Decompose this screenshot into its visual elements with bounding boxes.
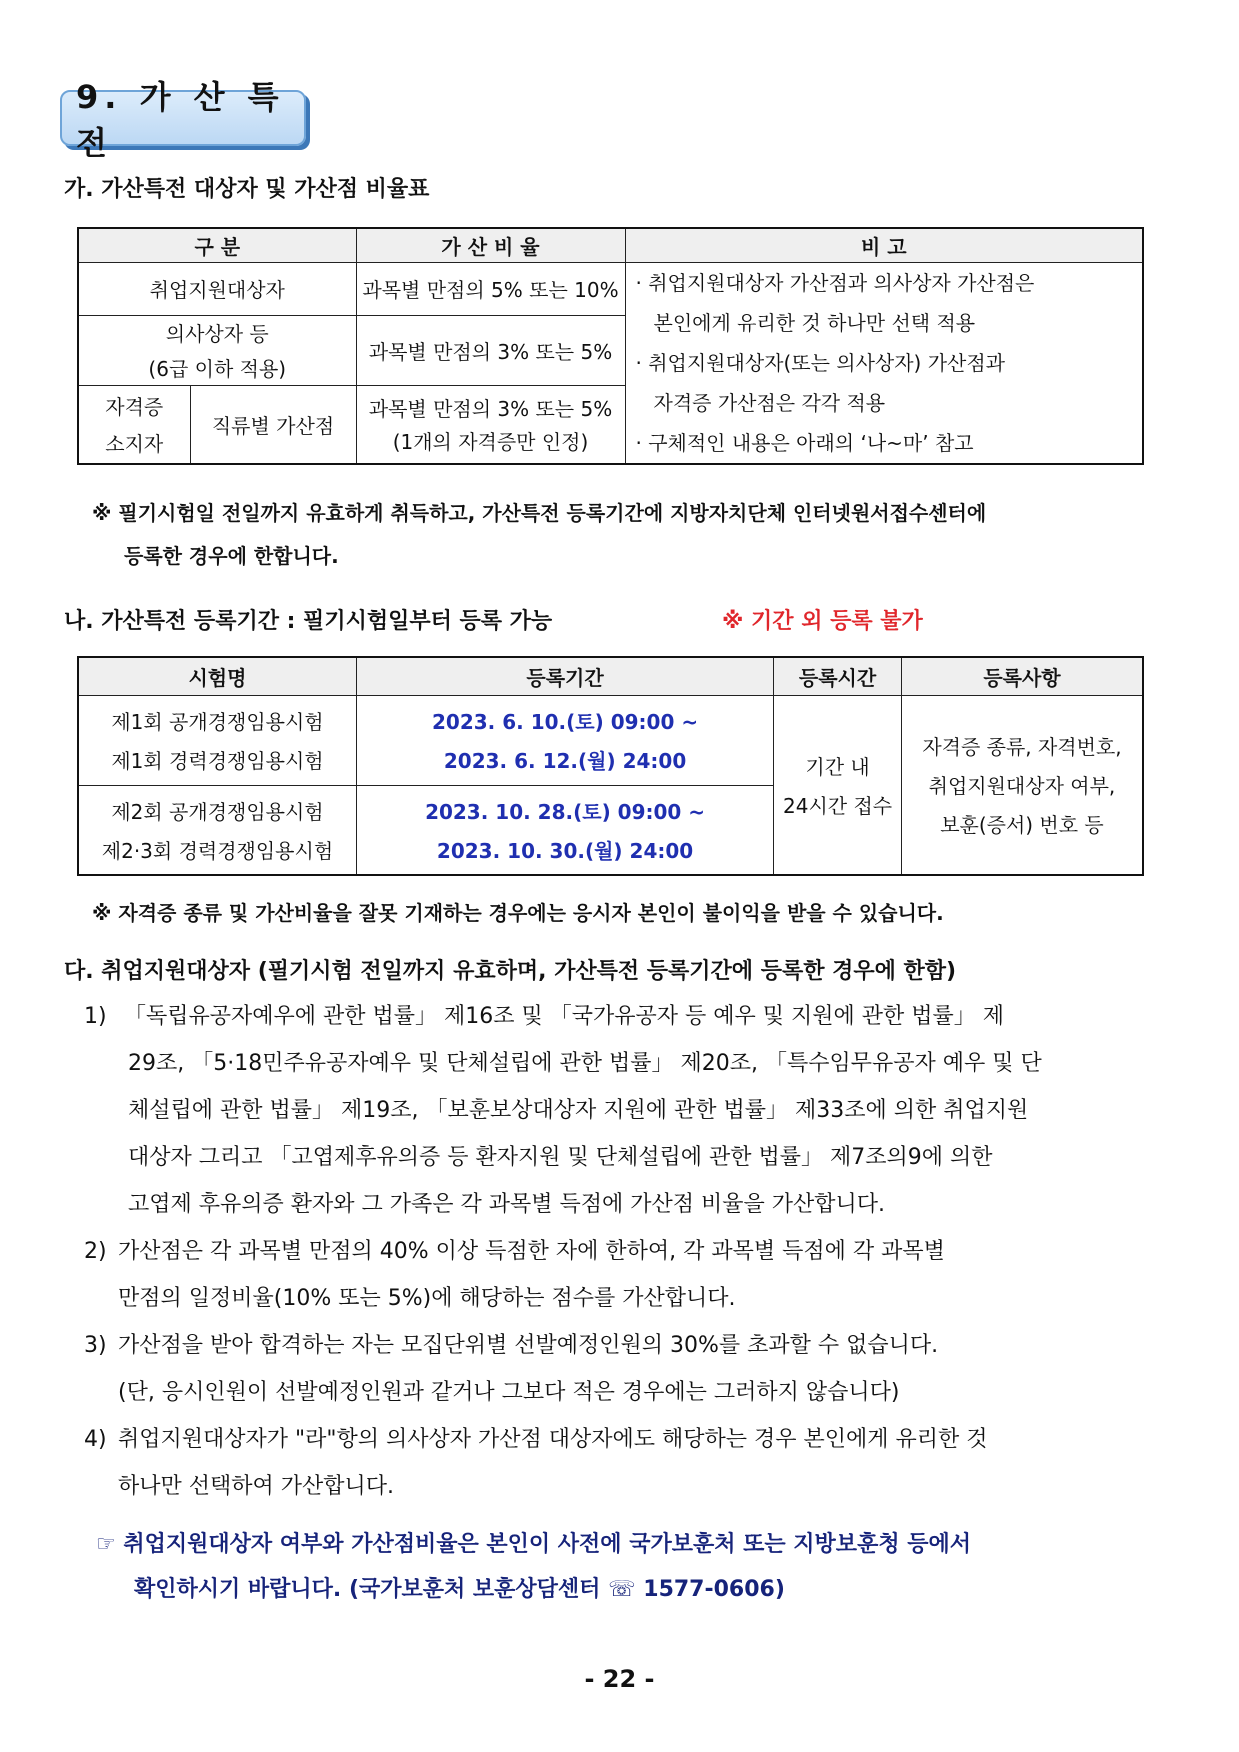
table-cell — [78, 695, 356, 785]
cell-line: (6급 이하 적용) — [148, 357, 287, 382]
item-line: 대상자 그리고 「고엽제후유의증 등 환자지원 및 단체설립에 관한 법률」 제7조의9에 의한 — [128, 1145, 993, 1170]
remark-line: 자격증 가산점은 각각 적용 — [653, 390, 886, 415]
part-a-note-line2: 등록한 경우에 한합니다. — [124, 544, 339, 568]
item-line: 29조, 「5·18민주유공자예우 및 단체설립에 관한 법률」 제20조, 「특수임무유공자 예우 및 단 — [128, 1051, 1042, 1076]
remark-line: · 취업지원대상자 가산점과 의사상자 가산점은 — [635, 270, 1035, 295]
tip-line1: ☞ 취업지원대상자 여부와 가산점비율은 본인이 사전에 국가보훈처 또는 지방보훈청 등에서 — [96, 1532, 971, 1557]
cell-line: 취업지원대상자 여부, — [928, 774, 1116, 799]
item-number: 1) — [84, 1004, 107, 1029]
table-cell — [78, 385, 190, 463]
item-line: 만점의 일정비율(10% 또는 5%)에 해당하는 점수를 가산합니다. — [118, 1286, 736, 1311]
table-cell — [356, 785, 773, 875]
list-item — [84, 993, 1194, 1228]
cell-line: 자격증 종류, 자격번호, — [922, 735, 1122, 760]
col-header-category: 구 분 — [78, 228, 356, 262]
cell-line: 2023. 10. 28.(토) 09:00 ~ — [425, 799, 706, 824]
cell-line: 과목별 만점의 3% 또는 5% — [368, 397, 613, 422]
remark-line: 본인에게 유리한 것 하나만 선택 적용 — [653, 310, 976, 335]
col-header-items: 등록사항 — [901, 657, 1143, 695]
remarks-cell — [625, 262, 1143, 464]
section-title-badge — [60, 78, 306, 162]
table-cell — [78, 785, 356, 875]
table-cell — [356, 695, 773, 785]
item-line: 「독립유공자예우에 관한 법률」 제16조 및 「국가유공자 등 예우 및 지원에 관한 법률」 제 — [124, 1004, 1004, 1029]
cell-line: 2023. 6. 12.(월) 24:00 — [443, 749, 687, 773]
item-line: 체설립에 관한 법률」 제19조, 「보훈보상대상자 지원에 관한 법률」 제33조에 의한 취업지원 — [128, 1098, 1029, 1123]
item-line: 가산점을 받아 합격하는 자는 모집단위별 선발예정인원의 30%를 초과할 수 없습니다. — [118, 1333, 939, 1358]
table-cell — [774, 695, 902, 875]
cell-line: 제1회 경력경쟁임용시험 — [111, 749, 324, 773]
col-header-rate: 가 산 비 율 — [356, 228, 625, 262]
col-header-exam: 시험명 — [78, 657, 356, 695]
remark-line: · 취업지원대상자(또는 의사상자) 가산점과 — [635, 350, 1005, 375]
cell-line: 제1회 공개경쟁임용시험 — [111, 710, 324, 734]
item-line: 고엽제 후유의증 환자와 그 가족은 각 과목별 득점에 가산점 비율을 가산합니다. — [128, 1192, 885, 1217]
tip-line2: 확인하시기 바랍니다. (국가보훈처 보훈상담센터 ☏ 1577-0606) — [134, 1577, 785, 1602]
cell-line: 제2회 공개경쟁임용시험 — [111, 799, 324, 824]
col-header-remarks: 비 고 — [625, 228, 1143, 262]
table-cell: 과목별 만점의 5% 또는 10% — [356, 262, 625, 315]
list-item — [84, 1322, 1194, 1416]
remark-line: · 구체적인 내용은 아래의 ‘나~마’ 참고 — [635, 430, 974, 455]
part-b-warning: ※ 기간 외 등록 불가 — [722, 609, 923, 634]
item-number: 2) — [84, 1239, 107, 1264]
part-a-heading: 가. 가산특전 대상자 및 가산점 비율표 — [64, 177, 430, 202]
table-cell — [901, 695, 1143, 875]
section-title: 9. 가 산 특 전 — [76, 78, 285, 162]
cell-line: 소지자 — [105, 432, 164, 457]
cell-line: 제2·3회 경력경쟁임용시험 — [101, 838, 334, 863]
item-line: 취업지원대상자가 "라"항의 의사상자 가산점 대상자에도 해당하는 경우 본인에게 유리한 것 — [118, 1427, 988, 1452]
part-b-heading: 나. 가산특전 등록기간 : 필기시험일부터 등록 가능 — [64, 609, 553, 634]
page-number: - 22 - — [584, 1665, 655, 1693]
item-line: 하나만 선택하여 가산합니다. — [118, 1474, 395, 1499]
table-cell: 직류별 가산점 — [190, 385, 356, 463]
cell-line: 24시간 접수 — [783, 793, 893, 818]
part-a-note-line1: ※ 필기시험일 전일까지 유효하게 취득하고, 가산특전 등록기간에 지방자치단체 인터넷원서접수센터에 — [92, 501, 987, 525]
part-b-note: ※ 자격증 종류 및 가산비율을 잘못 기재하는 경우에는 응시자 본인이 불이익을 받을 수 있습니다. — [92, 901, 944, 925]
col-header-time: 등록시간 — [774, 657, 902, 695]
table-cell: 과목별 만점의 3% 또는 5% — [356, 315, 625, 385]
item-number: 3) — [84, 1333, 107, 1358]
bonus-rate-table — [77, 227, 1144, 465]
cell-line: 2023. 10. 30.(월) 24:00 — [436, 838, 694, 863]
part-c-items — [84, 993, 1194, 1510]
table-cell — [78, 315, 356, 385]
cell-line: 자격증 — [105, 395, 164, 420]
registration-period-table — [77, 656, 1144, 876]
cell-line: 기간 내 — [805, 754, 870, 779]
list-item — [84, 1416, 1194, 1510]
cell-line: 의사상자 등 — [165, 322, 269, 347]
item-number: 4) — [84, 1427, 107, 1452]
item-line: (단, 응시인원이 선발예정인원과 같거나 그보다 적은 경우에는 그러하지 않습니다) — [118, 1380, 900, 1405]
cell-line: 보훈(증서) 번호 등 — [940, 813, 1104, 838]
item-line: 가산점은 각 과목별 만점의 40% 이상 득점한 자에 한하여, 각 과목별 득점에 각 과목별 — [118, 1239, 945, 1264]
list-item — [84, 1228, 1194, 1322]
table-cell: 취업지원대상자 — [78, 262, 356, 315]
table-cell — [356, 385, 625, 463]
cell-line: (1개의 자격증만 인정) — [392, 430, 589, 455]
cell-line: 2023. 6. 10.(토) 09:00 ~ — [432, 710, 699, 734]
part-c-heading: 다. 취업지원대상자 (필기시험 전일까지 유효하며, 가산특전 등록기간에 등록한 경우에 한함) — [64, 959, 957, 984]
col-header-period: 등록기간 — [356, 657, 773, 695]
